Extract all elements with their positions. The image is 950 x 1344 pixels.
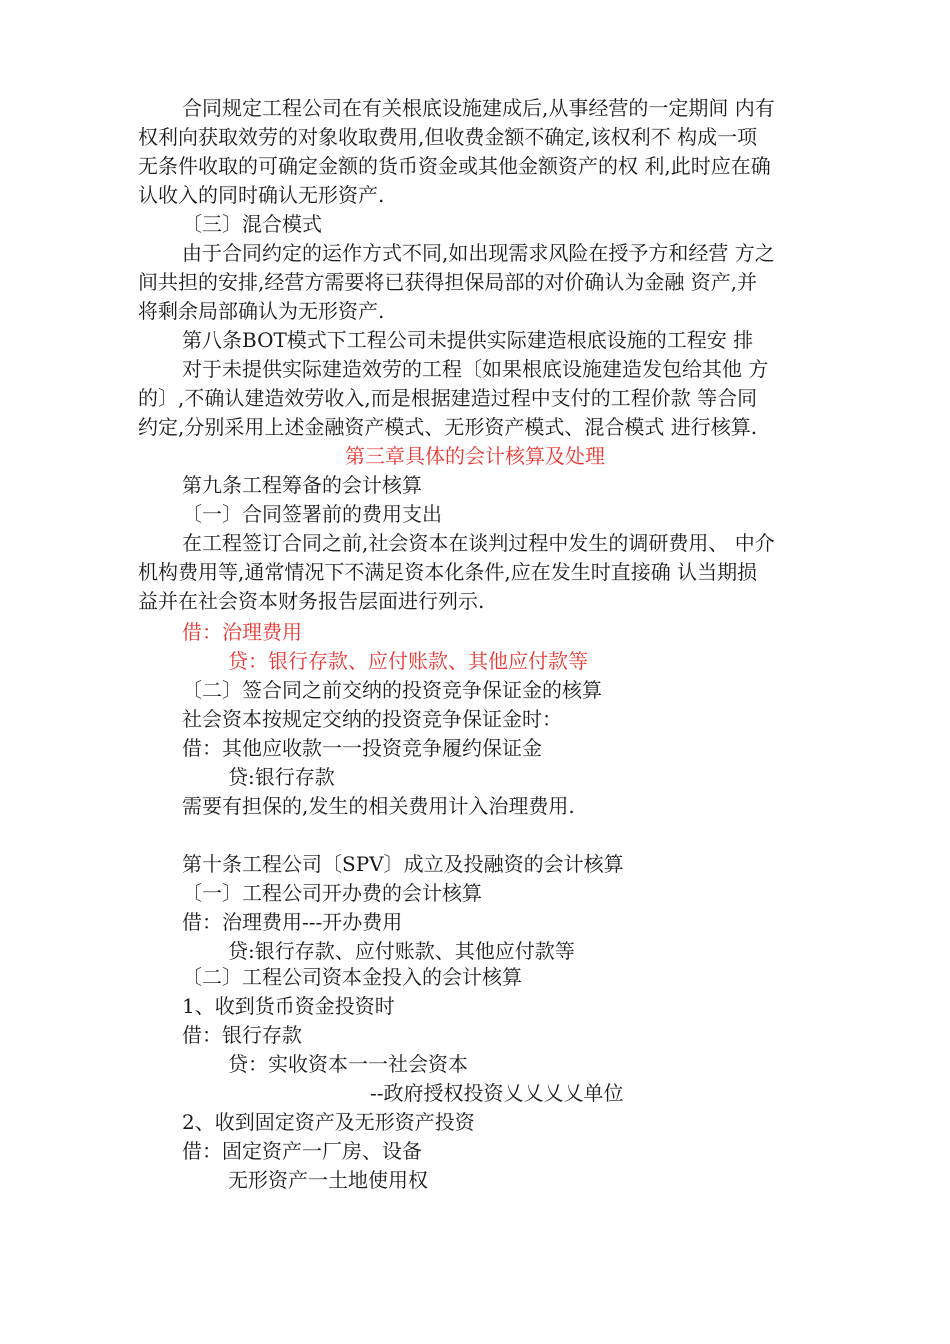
section-heading: 〔二〕工程公司资本金投入的会计核算 (182, 965, 522, 989)
paragraph-line: 由于合同约定的运作方式不同,如出现需求风险在授予方和经营 方之 (182, 241, 775, 265)
credit-entry: 贷：银行存款、应付账款、其他应付款等 (228, 649, 588, 673)
credit-entry: 贷:银行存款 (228, 765, 335, 789)
debit-entry: 借：固定资产一厂房、设备 (182, 1139, 422, 1163)
credit-entry: 贷:银行存款、应付账款、其他应付款等 (228, 939, 575, 963)
section-heading: 〔二〕签合同之前交纳的投资竞争保证金的核算 (182, 678, 602, 702)
credit-entry: --政府授权投资乂乂乂乂单位 (370, 1081, 624, 1105)
paragraph-line: 将剩余局部确认为无形资产. (138, 299, 385, 323)
article-heading: 第十条工程公司〔SPV〕成立及投融资的会计核算 (182, 852, 624, 876)
article-heading: 第九条工程筹备的会计核算 (182, 473, 422, 497)
paragraph-line: 1、收到货币资金投资时 (182, 994, 395, 1018)
paragraph-line: 社会资本按规定交纳的投资竞争保证金时： (182, 707, 562, 731)
paragraph-line: 2、收到固定资产及无形资产投资 (182, 1110, 475, 1134)
credit-entry: 贷：实收资本一一社会资本 (228, 1052, 468, 1076)
debit-entry: 借：其他应收款一一投资竞争履约保证金 (182, 736, 542, 760)
paragraph-line: 对于未提供实际建造效劳的工程〔如果根底设施建造发包给其他 方 (182, 357, 769, 381)
paragraph-line: 认收入的同时确认无形资产. (138, 183, 385, 207)
chapter-title: 第三章具体的会计核算及处理 (345, 444, 605, 468)
section-heading: 〔一〕合同签署前的费用支出 (182, 502, 442, 526)
paragraph-line: 益并在社会资本财务报告层面进行列示. (138, 589, 485, 613)
article-heading: 第八条BOT模式下工程公司未提供实际建造根底设施的工程安 排 (182, 328, 754, 352)
debit-entry: 借：治理费用---开办费用 (182, 910, 403, 934)
paragraph-line: 约定,分别采用上述金融资产模式、无形资产模式、混合模式 进行核算. (138, 415, 758, 439)
paragraph-line: 合同规定工程公司在有关根底设施建成后,从事经营的一定期间 内有 (182, 96, 775, 120)
paragraph-line: 机构费用等,通常情况下不满足资本化条件,应在发生时直接确 认当期损 (138, 560, 758, 584)
paragraph-line: 无条件收取的可确定金额的货币资金或其他金额资产的权 利,此时应在确 (138, 154, 771, 178)
debit-entry: 无形资产一土地使用权 (228, 1168, 428, 1192)
paragraph-line: 的〕,不确认建造效劳收入,而是根据建造过程中支付的工程价款 等合同 (138, 386, 758, 410)
paragraph-line: 间共担的安排,经营方需要将已获得担保局部的对价确认为金融 资产,并 (138, 270, 758, 294)
section-heading: 〔一〕工程公司开办费的会计核算 (182, 881, 482, 905)
paragraph-line: 权利向获取效劳的对象收取费用,但收费金额不确定,该权利不 构成一项 (138, 125, 758, 149)
section-heading: 〔三〕混合模式 (182, 212, 322, 236)
debit-entry: 借：治理费用 (182, 620, 302, 644)
paragraph-line: 需要有担保的,发生的相关费用计入治理费用. (182, 794, 575, 818)
paragraph-line: 在工程签订合同之前,社会资本在谈判过程中发生的调研费用、 中介 (182, 531, 775, 555)
debit-entry: 借：银行存款 (182, 1023, 302, 1047)
